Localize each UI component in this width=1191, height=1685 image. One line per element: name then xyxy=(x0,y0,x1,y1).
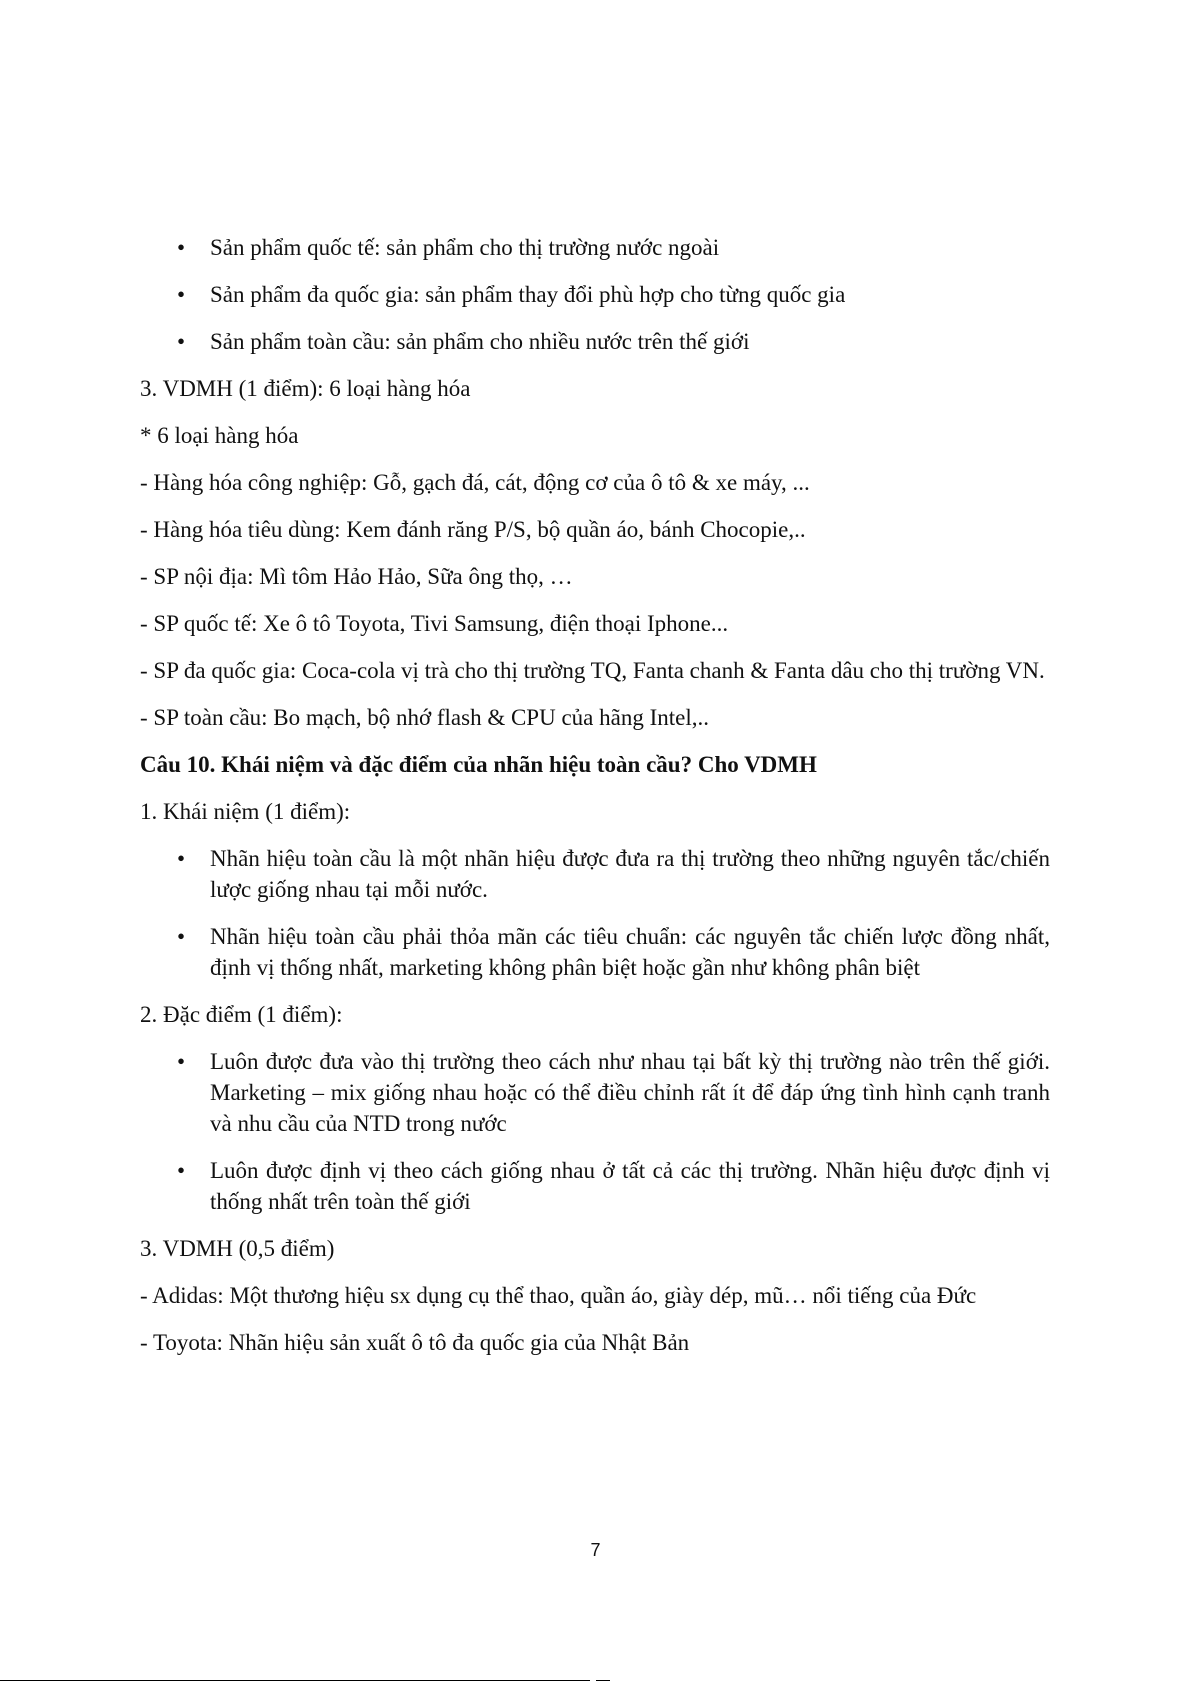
bullet-text: Nhãn hiệu toàn cầu là một nhãn hiệu được đưa ra thị trường theo những nguyên tắc/chiến lược giống nhau tại mỗi nước. xyxy=(210,846,1050,902)
bullet-international-product xyxy=(140,232,1050,263)
bullet-multinational-product xyxy=(140,279,1050,310)
bullet-text: Sản phẩm đa quốc gia: sản phẩm thay đổi phù hợp cho từng quốc gia xyxy=(210,282,846,307)
features-bullet-positioning xyxy=(140,1155,1050,1217)
vdmh-heading-2: 3. VDMH (0,5 điểm) xyxy=(140,1236,335,1261)
page-content xyxy=(140,232,1050,1374)
features-bullet-market-entry xyxy=(140,1046,1050,1139)
goods-item-consumer: - Hàng hóa tiêu dùng: Kem đánh răng P/S, bộ quần áo, bánh Chocopie,.. xyxy=(140,517,806,542)
footer-rule-left xyxy=(0,1680,590,1681)
concept-heading: 1. Khái niệm (1 điểm): xyxy=(140,799,351,824)
bullet-dot: • xyxy=(177,924,186,949)
footer-rule-right xyxy=(596,1680,610,1681)
bullet-text: Sản phẩm toàn cầu: sản phẩm cho nhiều nước trên thế giới xyxy=(210,329,750,354)
bullet-dot: • xyxy=(177,1158,186,1183)
six-types-heading: * 6 loại hàng hóa xyxy=(140,423,299,448)
question-10-title: Câu 10. Khái niệm và đặc điểm của nhãn hiệu toàn cầu? Cho VDMH xyxy=(140,752,817,777)
example-adidas: - Adidas: Một thương hiệu sx dụng cụ thể thao, quần áo, giày dép, mũ… nổi tiếng của Đức xyxy=(140,1283,977,1308)
bullet-dot: • xyxy=(177,1049,186,1074)
page-number: 7 xyxy=(590,1540,601,1560)
bullet-dot: • xyxy=(177,846,186,871)
bullet-text: Nhãn hiệu toàn cầu phải thỏa mãn các tiêu chuẩn: các nguyên tắc chiến lược đồng nhất, định vị thống nhất, marketing không phân biệt hoặc gần như không phân biệt xyxy=(210,924,1050,980)
bullet-global-product xyxy=(140,326,1050,357)
bullet-dot: • xyxy=(177,282,186,307)
concept-bullet-definition xyxy=(140,843,1050,905)
goods-item-multinational: - SP đa quốc gia: Coca-cola vị trà cho thị trường TQ, Fanta chanh & Fanta dâu cho thị trường VN. xyxy=(140,658,1045,683)
bullet-dot: • xyxy=(177,329,186,354)
concept-bullet-criteria xyxy=(140,921,1050,983)
bullet-text: Luôn được đưa vào thị trường theo cách như nhau tại bất kỳ thị trường nào trên thế giới. Marketing – mix giống nhau hoặc có thể điều chỉnh rất ít để đáp ứng tình hình cạnh tranh và nhu cầu của NTD trong nước xyxy=(210,1049,1050,1136)
bullet-text: Luôn được định vị theo cách giống nhau ở tất cả các thị trường. Nhãn hiệu được định vị thống nhất trên toàn thế giới xyxy=(210,1158,1050,1214)
bullet-dot: • xyxy=(177,235,186,260)
goods-item-industrial: - Hàng hóa công nghiệp: Gỗ, gạch đá, cát, động cơ của ô tô & xe máy, ... xyxy=(140,470,810,495)
features-heading: 2. Đặc điểm (1 điểm): xyxy=(140,1002,343,1027)
goods-item-domestic: - SP nội địa: Mì tôm Hảo Hảo, Sữa ông thọ, … xyxy=(140,564,573,589)
bullet-text: Sản phẩm quốc tế: sản phẩm cho thị trường nước ngoài xyxy=(210,235,720,260)
goods-item-international: - SP quốc tế: Xe ô tô Toyota, Tivi Samsung, điện thoại Iphone... xyxy=(140,611,729,636)
example-toyota: - Toyota: Nhãn hiệu sản xuất ô tô đa quốc gia của Nhật Bản xyxy=(140,1330,690,1355)
vdmh-heading-1: 3. VDMH (1 điểm): 6 loại hàng hóa xyxy=(140,376,471,401)
goods-item-global: - SP toàn cầu: Bo mạch, bộ nhớ flash & CPU của hãng Intel,.. xyxy=(140,705,709,730)
